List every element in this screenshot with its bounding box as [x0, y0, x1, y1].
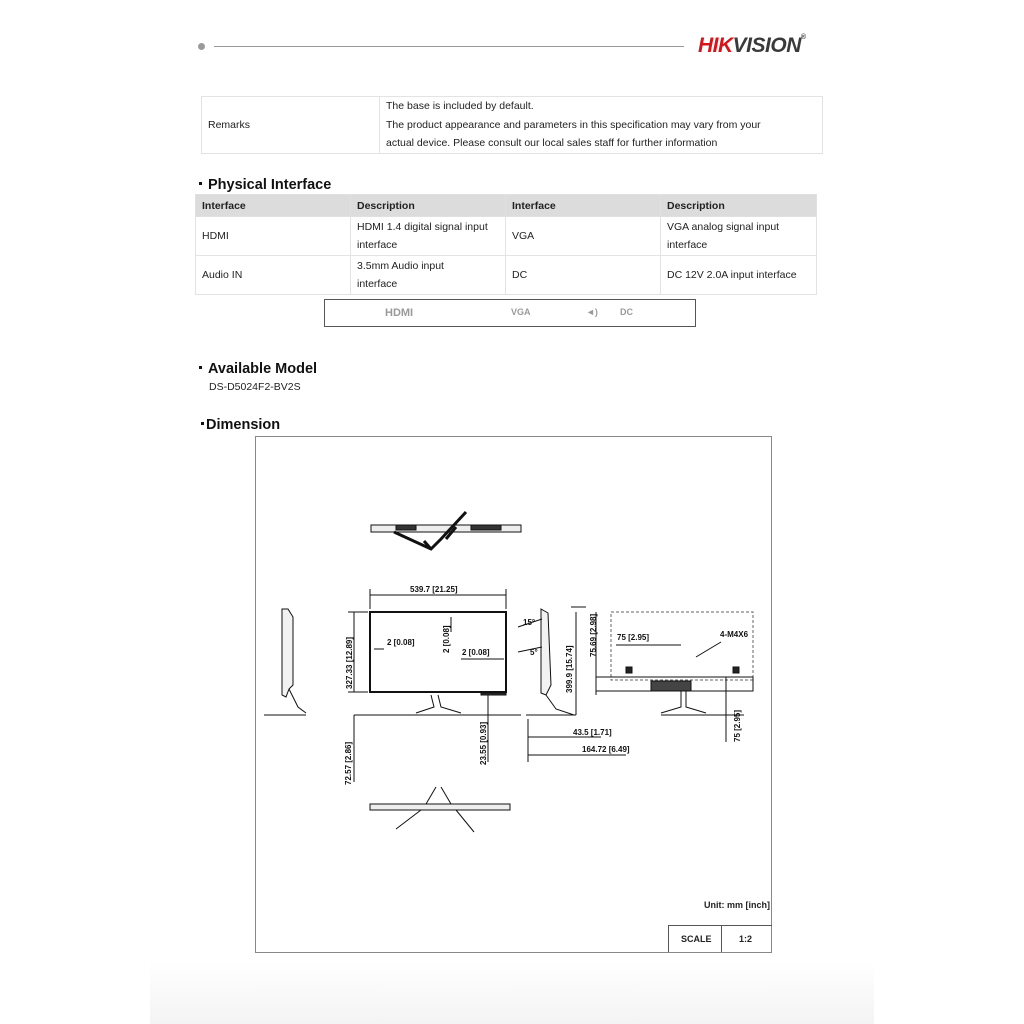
remarks-value: [380, 97, 823, 154]
header-dot: [198, 43, 205, 50]
dim-bezel-side-label: 2 [0.08]: [387, 638, 415, 647]
interface-cell: DC: [506, 256, 661, 295]
dim-bezel-top-label: 2 [0.08]: [442, 625, 451, 653]
description-cell: 3.5mm Audio input interface: [351, 256, 506, 295]
physical-interface-table: [195, 194, 817, 295]
interface-cell: HDMI: [196, 217, 351, 256]
interface-cell: VGA: [506, 217, 661, 256]
available-model-title: Available Model: [199, 361, 317, 377]
header-description-1: Description: [351, 195, 506, 217]
dim-tilt-forward-label: 5°: [530, 648, 538, 657]
scale-label: SCALE: [681, 934, 712, 944]
scale-box: [668, 925, 772, 952]
dimension-drawing: [255, 436, 772, 953]
dim-base-gap-label: 23.55 [0.93]: [479, 721, 488, 765]
dim-screws-label: 4-M4X6: [720, 630, 749, 639]
description-cell: VGA analog signal input interface: [661, 217, 817, 256]
dim-screen-height-label: 327.33 [12.89]: [345, 636, 354, 689]
dim-depth-a-label: 43.5 [1.71]: [573, 728, 612, 737]
dim-bottom-gap-label: 75.69 [2.98]: [589, 613, 598, 657]
description-cell: HDMI 1.4 digital signal input interface: [351, 217, 506, 256]
bottom-view: [370, 787, 510, 832]
remarks-table: [201, 96, 823, 154]
scale-value: 1:2: [739, 934, 753, 944]
interface-cell: Audio IN: [196, 256, 351, 295]
port-strip-image: [324, 299, 696, 327]
top-view: [371, 512, 521, 549]
physical-interface-title: Physical Interface: [199, 177, 331, 193]
description-cell: DC 12V 2.0A input interface: [661, 256, 817, 295]
dim-bezel-inner-label: 2 [0.08]: [462, 648, 490, 657]
remarks-label: Remarks: [202, 97, 380, 154]
dimension-title: Dimension: [201, 417, 280, 433]
header-interface-1: Interface: [196, 195, 351, 217]
model-number: DS-D5024F2-BV2S: [209, 381, 301, 393]
vga-port-label: VGA: [511, 307, 531, 317]
audio-port-icon: ◄): [586, 307, 598, 317]
remarks-line: actual device. Please consult our local sales staff for further information: [386, 137, 718, 149]
header-interface-2: Interface: [506, 195, 661, 217]
dimension-drawing-svg: [256, 437, 771, 952]
header-description-2: Description: [661, 195, 817, 217]
remarks-line: The base is included by default.: [386, 100, 534, 112]
hikvision-logo: HIKVISION®: [698, 34, 806, 57]
dim-depth-b-label: 164.72 [6.49]: [582, 745, 630, 754]
front-view: [348, 589, 521, 782]
unit-label: Unit: mm [inch]: [704, 900, 770, 910]
page-bottom-shade: [150, 960, 874, 1024]
table-row: [196, 217, 817, 256]
dc-port-label: DC: [620, 307, 633, 317]
table-row: [196, 256, 817, 295]
hdmi-port-label: HDMI: [385, 307, 414, 319]
dim-tilt-back-label: 15°: [523, 618, 536, 627]
dim-width-label: 539.7 [21.25]: [410, 585, 458, 594]
remarks-line: The product appearance and parameters in this specification may vary from your: [386, 118, 761, 131]
dim-stand-height-label: 72.57 [2.86]: [344, 741, 353, 785]
dim-vesa-width-label: 75 [2.95]: [617, 633, 650, 642]
left-side-view: [264, 609, 306, 715]
header-rule: [214, 46, 684, 47]
dim-vesa-height-label: 75 [2.95]: [733, 709, 742, 742]
dim-total-height-label: 399.9 [15.74]: [565, 645, 574, 693]
